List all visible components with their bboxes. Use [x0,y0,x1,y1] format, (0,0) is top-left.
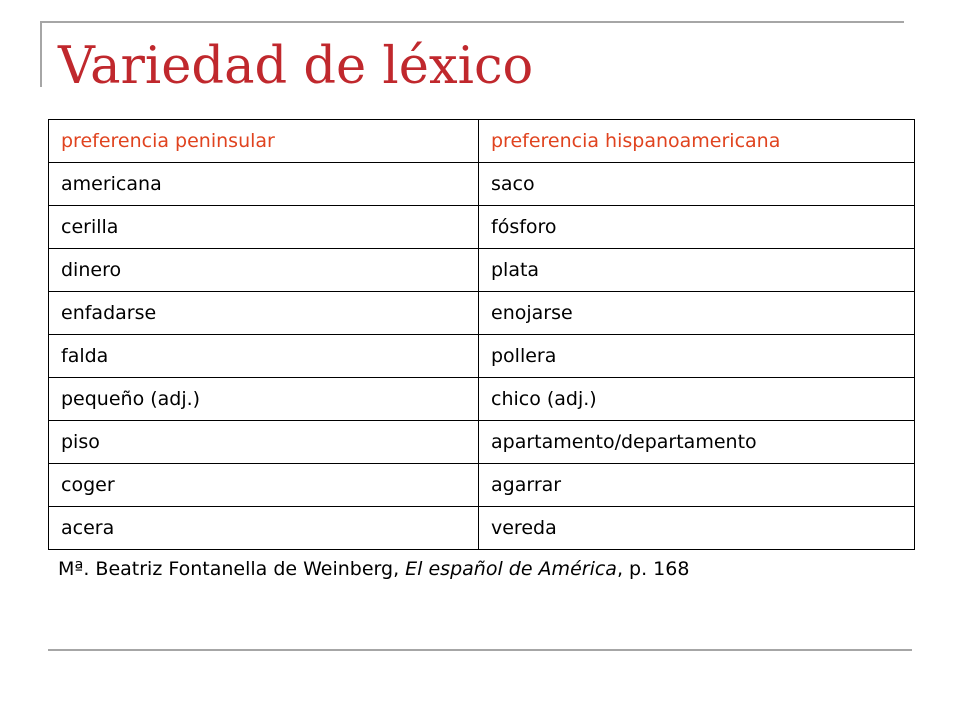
peninsular-word: piso [49,421,479,464]
table-row [49,378,915,421]
header-peninsular: preferencia peninsular [49,120,479,163]
hispanoamerican-word: fósforo [479,206,915,249]
table-row [49,507,915,550]
header-hispanoamericana: preferencia hispanoamericana [479,120,915,163]
peninsular-word: pequeño (adj.) [49,378,479,421]
source-book-title: El español de América [405,558,617,580]
peninsular-word: falda [49,335,479,378]
table-row [49,335,915,378]
hispanoamerican-word: agarrar [479,464,915,507]
peninsular-word: dinero [49,249,479,292]
table-row [49,464,915,507]
hispanoamerican-word: saco [479,163,915,206]
table-row [49,249,915,292]
left-rule [40,21,42,87]
peninsular-word: americana [49,163,479,206]
bottom-rule [48,649,912,651]
table-header-row [49,120,915,163]
peninsular-word: acera [49,507,479,550]
peninsular-word: cerilla [49,206,479,249]
source-author: Mª. Beatriz Fontanella de Weinberg, [58,558,406,580]
slide-title: Variedad de léxico [58,37,534,96]
vocabulary-table [48,119,915,550]
hispanoamerican-word: pollera [479,335,915,378]
source-citation [58,556,689,582]
peninsular-word: enfadarse [49,292,479,335]
peninsular-word: coger [49,464,479,507]
hispanoamerican-word: chico (adj.) [479,378,915,421]
hispanoamerican-word: plata [479,249,915,292]
hispanoamerican-word: vereda [479,507,915,550]
hispanoamerican-word: apartamento/departamento [479,421,915,464]
source-page: , p. 168 [616,558,690,580]
table-row [49,206,915,249]
table-row [49,292,915,335]
table-row [49,163,915,206]
hispanoamerican-word: enojarse [479,292,915,335]
table-row [49,421,915,464]
top-rule [40,21,904,23]
